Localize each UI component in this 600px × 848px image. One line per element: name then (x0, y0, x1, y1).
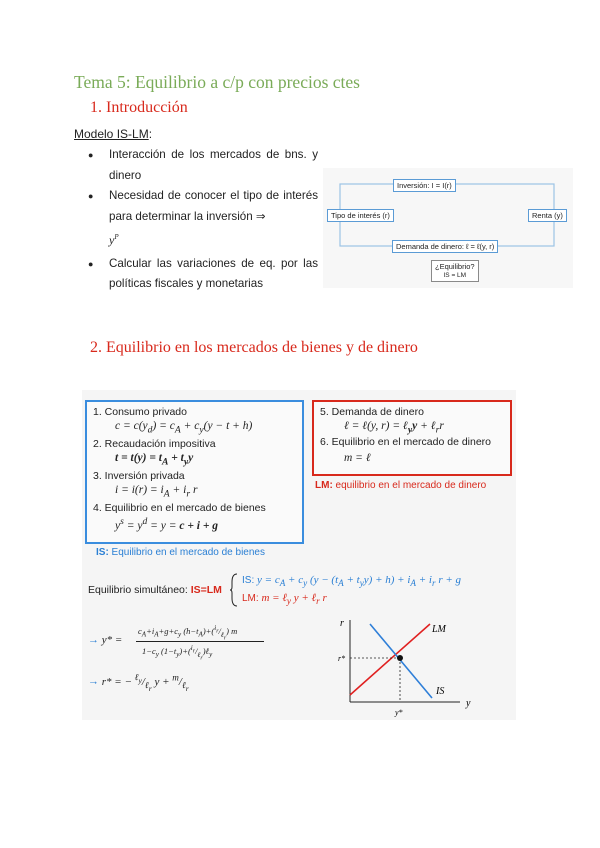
simultaneous-lm-equation: LM: m = ℓ$_y$ y + ℓ$_r$ r (242, 592, 327, 607)
ystar-numerator: $c_A+i_A+g+c_y$ $(h-t_A)+(^{i_r}/_{\ell_r})$ m (138, 624, 238, 641)
money-demand-box: Demanda de dinero: ℓ = ℓ(y, r) (392, 240, 498, 253)
equilibrium-box (431, 260, 479, 282)
section-heading-intro: 1. Introducción (90, 99, 188, 116)
money-market-box (312, 400, 512, 476)
islm-flow-diagram (323, 168, 573, 288)
page-title: Tema 5: Equilibrio a c/p con precios ctes (74, 72, 360, 92)
r-axis-label: r (340, 618, 344, 629)
intro-bullet-list (80, 145, 318, 295)
bullet-item (80, 145, 318, 186)
income-box: Renta (y) (528, 209, 567, 222)
item-label: 5. Demanda de dinero (320, 406, 424, 418)
tax-equation: $t = t(y) = t_A + t_yy$ (115, 452, 194, 468)
investment-box: Inversión: I = I(r) (393, 179, 456, 192)
is-caption-text: Equilibrio en el mercado de bienes (108, 547, 265, 558)
bullet-text: Interacción de los mercados de bns. y dinero (109, 148, 318, 182)
is-curve (370, 624, 432, 698)
ystar-label: y* (395, 708, 403, 717)
lm-caption-text: equilibrio en el mercado de dinero (332, 480, 487, 491)
simultaneous-label (88, 584, 222, 596)
lm-label: LM (432, 624, 446, 635)
model-label (74, 127, 152, 141)
bullet-item (80, 186, 318, 252)
bullet-item (80, 254, 318, 295)
bullet-text: Calcular las variaciones de eq. por las políticas fiscales y monetarias (109, 256, 318, 290)
item-label: 4. Equilibrio en el mercado de bienes (93, 502, 266, 514)
y-symbol: y (109, 233, 115, 247)
money-equilibrium-equation: m = ℓ (344, 452, 371, 464)
item-label: 3. Inversión privada (93, 470, 185, 482)
simultaneous-islm: IS=LM (190, 584, 222, 596)
model-label-text: Modelo IS-LM (74, 127, 149, 141)
lm-caption (315, 480, 486, 491)
is-caption (96, 547, 265, 558)
section-heading-equilibrium: 2. Equilibrio en los mercados de bienes y de dinero (90, 339, 418, 356)
goods-equilibrium-equation: $y^s = y^d = y = c + i + g$ (115, 516, 219, 532)
rstar-equation: → r* = − $^{\ell_y}/_{\ell_r}$ $y + ^m/_{\ell_r}$ (88, 672, 189, 693)
simultaneous-label-text: Equilibrio simultáneo: (88, 584, 191, 596)
equilibrium-question: ¿Equilibrio? (435, 262, 475, 271)
ystar-denominator: $1-c_y$ $(1-t_y)+(^{i_r}/_{\ell_r})\ell_y$ (142, 644, 213, 661)
model-label-colon: : (148, 127, 153, 141)
lm-curve (350, 624, 430, 695)
ystar-lhs: → y* = (88, 634, 123, 646)
interest-rate-box: Tipo de interés (r) (327, 209, 394, 222)
simultaneous-is-equation: IS: $y = c_A + c_y$ $(y - (t_A + t_yy) + h) + i_A + i_r$ r + g (242, 574, 462, 589)
islm-graph (340, 616, 510, 720)
is-caption-bold: IS: (96, 547, 109, 558)
y-superscript: P (114, 233, 119, 241)
money-demand-equation: ℓ = ℓ(y, r) = ℓ$_y$y + ℓ$_r$r (344, 420, 444, 436)
consumption-equation: $c = c(y_d) = c_A + c_y(y - t + h)$ (115, 420, 253, 436)
goods-market-box (85, 400, 304, 544)
y-potential-symbol (109, 233, 119, 247)
item-label: 2. Recaudación impositiva (93, 438, 216, 450)
y-axis-label: y (466, 698, 471, 709)
equations-panel (82, 390, 516, 720)
brace (230, 572, 238, 608)
bullet-text: Necesidad de conocer el tipo de interés para determinar la inversión ⇒ (109, 189, 318, 223)
fraction-bar (136, 641, 264, 642)
equilibrium-point (397, 655, 403, 661)
item-label: 1. Consumo privado (93, 406, 187, 418)
investment-equation: $i = i(r) = i_A + i_r$ r (115, 484, 198, 500)
lm-caption-bold: LM: (315, 480, 333, 491)
equilibrium-condition: IS = LM (443, 272, 467, 279)
rstar-label: r* (338, 654, 346, 663)
item-label: 6. Equilibrio en el mercado de dinero (320, 436, 492, 448)
is-label: IS (436, 686, 445, 697)
